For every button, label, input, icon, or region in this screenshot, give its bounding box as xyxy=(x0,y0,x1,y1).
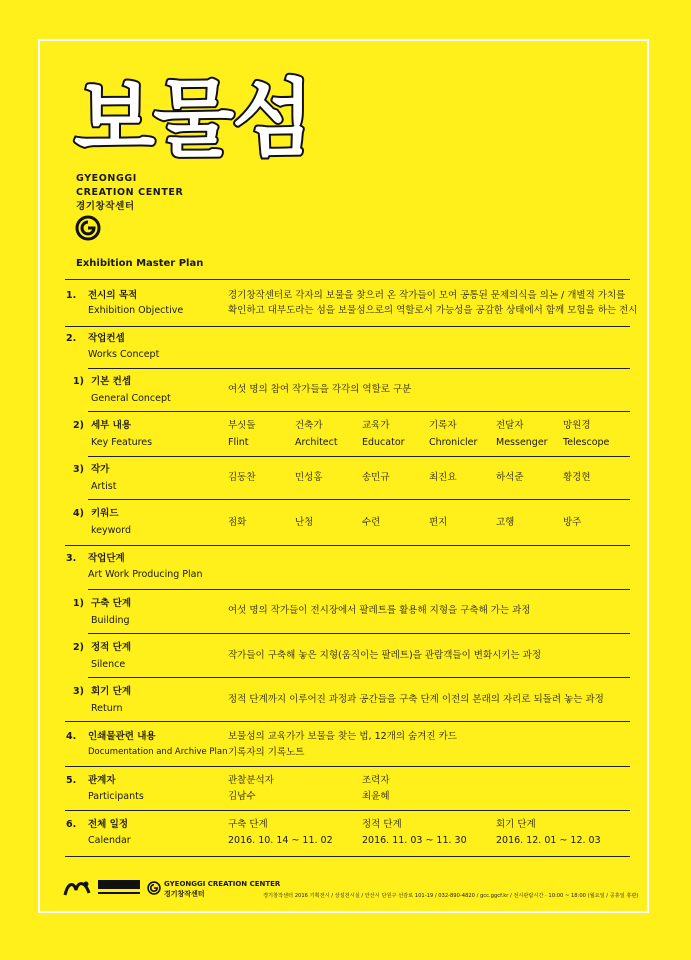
phase-name: 회기 단계 xyxy=(496,819,536,830)
row-value: 정적 단계까지 이루어진 과정과 공간들을 구축 단계 이전의 본래의 자리로 되돌려 놓는 과정 xyxy=(228,694,604,705)
row-number: 4. xyxy=(66,731,77,742)
divider xyxy=(88,411,630,412)
feature-ko: 망원경 xyxy=(563,420,591,431)
keyword: 편지 xyxy=(429,517,448,528)
phase-date: 2016. 12. 01 ~ 12. 03 xyxy=(496,835,601,846)
row-label-en: Key Features xyxy=(91,437,153,448)
row-label-en: Building xyxy=(91,615,130,626)
foundation-logo-icon xyxy=(98,880,140,889)
row-label-ko: 전체 일정 xyxy=(88,819,129,830)
participant-name: 최윤혜 xyxy=(362,791,390,802)
row-number: 3) xyxy=(73,464,84,475)
footer-note: 경기창작센터 2016 기획전시 / 상설전시실 / 안산시 단원구 선감로 101-19 / 032-890-4820 / gcc.ggcf.kr / 전시관람시간 · 10:00 ~ 18:00 (월요일 / 공휴일 휴관) xyxy=(263,893,639,899)
feature-ko: 전달자 xyxy=(496,420,524,431)
row-label-ko: 기본 컨셉 xyxy=(91,376,132,387)
feature-en: Educator xyxy=(362,437,405,448)
feature-en: Architect xyxy=(295,437,338,448)
artist-name: 하석준 xyxy=(496,472,524,483)
row-number: 3) xyxy=(73,686,84,697)
keyword: 난청 xyxy=(295,517,314,528)
row-number: 1) xyxy=(73,598,84,609)
row-number: 1. xyxy=(66,290,77,301)
row-number: 2) xyxy=(73,642,84,653)
row-label-en: Participants xyxy=(88,791,144,802)
row-label-en: Works Concept xyxy=(88,349,160,360)
gyeonggi-province-logo-icon xyxy=(62,878,92,900)
organization-name: GYEONGGI CREATION CENTER 경기창작센터 xyxy=(76,173,184,212)
phase-name: 구축 단계 xyxy=(228,819,268,830)
footer-org-ko: 경기창작센터 xyxy=(164,890,205,898)
artist-name: 민성홍 xyxy=(295,472,323,483)
row-number: 1) xyxy=(73,376,84,387)
phase-name: 정적 단계 xyxy=(362,819,402,830)
row-label-ko: 작가 xyxy=(91,464,110,475)
plan-title: Exhibition Master Plan xyxy=(76,258,204,269)
row-label-en: Calendar xyxy=(88,835,131,846)
row-label-ko: 구축 단계 xyxy=(91,598,132,609)
gcc-logo-icon xyxy=(75,215,101,241)
artist-name: 김동찬 xyxy=(228,472,256,483)
row-label-en: General Concept xyxy=(91,393,171,404)
divider xyxy=(65,545,630,546)
divider xyxy=(65,766,630,767)
divider xyxy=(88,677,630,678)
footer-org-en: GYEONGGI CREATION CENTER xyxy=(164,880,281,888)
feature-ko: 기록자 xyxy=(429,420,457,431)
row-number: 3. xyxy=(66,553,77,564)
row-label-ko: 전시의 목적 xyxy=(88,290,138,301)
row-label-ko: 키워드 xyxy=(91,508,119,519)
keyword: 수련 xyxy=(362,517,381,528)
keyword: 방주 xyxy=(563,517,582,528)
feature-ko: 교육가 xyxy=(362,420,390,431)
feature-ko: 건축가 xyxy=(295,420,323,431)
feature-en: Chronicler xyxy=(429,437,478,448)
participant-name: 김남수 xyxy=(228,791,256,802)
row-label-en: Return xyxy=(91,703,123,714)
divider xyxy=(88,633,630,634)
phase-date: 2016. 10. 14 ~ 11. 02 xyxy=(228,835,333,846)
row-label-en: Silence xyxy=(91,659,126,670)
keyword: 고행 xyxy=(496,517,515,528)
divider xyxy=(65,279,630,280)
row-value: 확인하고 대부도라는 섬을 보물섬으로의 역할로서 가능성을 공감한 상태에서 함께 모험을 하는 전시 xyxy=(228,305,638,316)
keyword: 점화 xyxy=(228,517,247,528)
feature-en: Flint xyxy=(228,437,249,448)
poster-frame xyxy=(38,39,649,913)
row-value: 기록자의 기록노트 xyxy=(228,747,305,758)
foundation-logo-underline xyxy=(98,892,140,894)
divider xyxy=(65,326,630,327)
feature-en: Messenger xyxy=(496,437,548,448)
row-value: 보물섬의 교육가가 보물을 찾는 법, 12개의 숨겨진 카드 xyxy=(228,731,457,742)
participant-role: 조력자 xyxy=(362,775,390,786)
row-label-ko: 인쇄물관련 내용 xyxy=(88,731,156,742)
feature-ko: 부싯돌 xyxy=(228,420,256,431)
row-number: 5. xyxy=(66,775,77,786)
divider xyxy=(65,721,630,722)
row-label-en: Documentation and Archive Plan xyxy=(88,747,228,757)
row-label-ko: 세부 내용 xyxy=(91,420,132,431)
gcc-small-logo-icon xyxy=(147,881,161,895)
row-label-ko: 작업컨셉 xyxy=(88,333,125,344)
divider xyxy=(88,499,630,500)
row-label-en: Exhibition Objective xyxy=(88,305,184,316)
artist-name: 최진요 xyxy=(429,472,457,483)
divider xyxy=(65,856,630,857)
row-label-ko: 회기 단계 xyxy=(91,686,132,697)
poster-title xyxy=(72,60,342,168)
row-label-en: Art Work Producing Plan xyxy=(88,569,203,580)
row-label-en: Artist xyxy=(91,481,117,492)
row-value: 여섯 명의 참여 작가들을 각각의 역할로 구분 xyxy=(228,384,412,395)
svg-text:보물섬: 보물섬 xyxy=(74,69,312,168)
row-label-ko: 정적 단계 xyxy=(91,642,132,653)
phase-date: 2016. 11. 03 ~ 11. 30 xyxy=(362,835,467,846)
row-label-en: keyword xyxy=(91,525,131,536)
row-value: 여섯 명의 작가들이 전시장에서 팔레트를 활용해 지형을 구축해 가는 과정 xyxy=(228,605,531,616)
feature-en: Telescope xyxy=(563,437,610,448)
row-value: 작가들이 구축해 놓은 지형(움직이는 팔레트)을 관람객들이 변화시키는 과정 xyxy=(228,650,542,661)
row-value: 경기창작센터로 각자의 보물을 찾으러 온 작가들이 모여 공통된 문제의식을 의논 / 개별적 가치를 xyxy=(228,290,626,301)
row-label-ko: 작업단계 xyxy=(88,553,125,564)
divider xyxy=(88,456,630,457)
divider xyxy=(88,589,630,590)
row-number: 4) xyxy=(73,508,84,519)
row-number: 2. xyxy=(66,333,77,344)
participant-role: 관찰분석자 xyxy=(228,775,274,786)
artist-name: 송민규 xyxy=(362,472,390,483)
row-number: 6. xyxy=(66,819,77,830)
row-label-ko: 관계자 xyxy=(88,775,116,786)
row-number: 2) xyxy=(73,420,84,431)
artist-name: 황경현 xyxy=(563,472,591,483)
divider xyxy=(65,810,630,811)
divider xyxy=(88,368,630,369)
